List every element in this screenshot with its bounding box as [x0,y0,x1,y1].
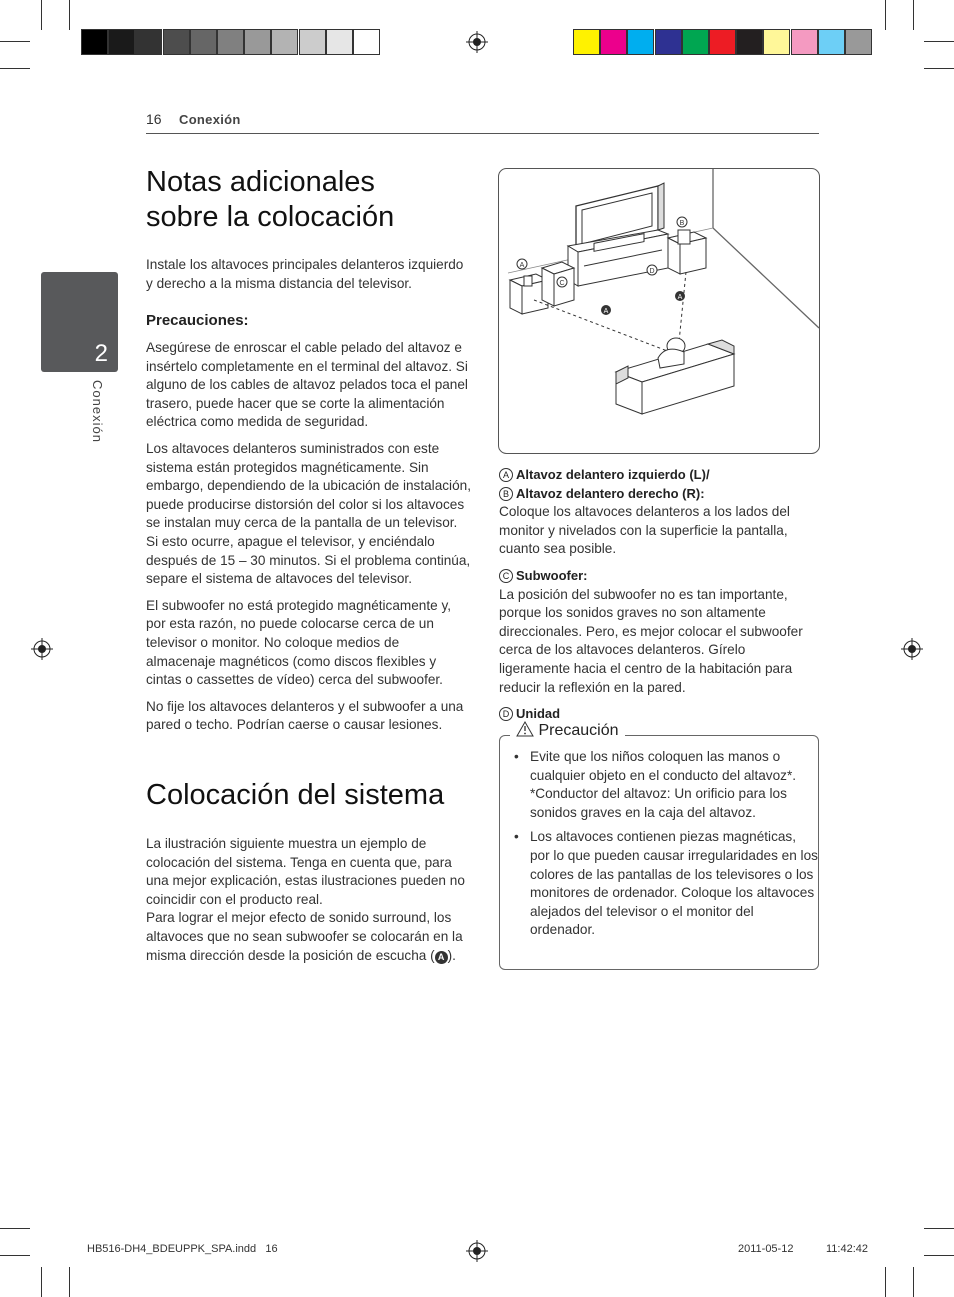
warning-icon [516,721,534,737]
marker-d-icon: D [499,707,513,721]
label-a-right: A [677,294,683,301]
section-name: Conexión [179,112,241,127]
section1-intro: Instale los altavoces principales delanteros izquierdo y derecho a la misma distancia del televisor. [146,257,464,291]
header-rule [146,133,819,134]
paragraph: Los altavoces delanteros suministrados con este sistema están protegidos magnéticamente. Sin embargo, dependiendo de la ubicación de instalación, puede producirse distorsión del color si los altavoces se instalan muy cerca de la pantalla de un televisor. Si esto ocurre, apague el televisor, y enciéndalo después de 15 – 30 minutos. Si el problema continúa, separe el sistema de altavoces del televisor. [146,440,471,587]
chapter-number: 2 [94,340,108,367]
chapter-tab [41,272,118,372]
crop-mark [69,1267,70,1297]
color-swatch [682,29,709,55]
crop-mark [924,41,954,42]
legend-a-label: Altavoz delantero izquierdo (L)/ [516,467,710,482]
speaker-placement-diagram [498,168,820,454]
diagram-legend [499,466,819,724]
crop-mark [913,1267,914,1297]
crop-mark [885,0,886,30]
footer-date: 2011-05-12 [738,1243,794,1255]
crop-mark [924,1255,954,1256]
crop-mark [913,0,914,30]
paragraph-text: Para lograr el mejor efecto de sonido surround, los altavoces que no sean subwoofer se colocarán en la misma dirección desde la posición de escucha ( [146,910,463,963]
paragraph: La ilustración siguiente muestra un ejemplo de colocación del sistema. Tenga en cuenta que, para una mejor explicación, estas ilustraciones pueden no coincidir con el producto real. [146,836,465,907]
crop-mark [924,68,954,69]
caution-item-text: • Evite que los niños coloquen las manos o cualquier objeto en el conducto del altavoz*. [530,749,797,783]
color-swatch [627,29,654,55]
precautions-heading: Precauciones: [146,312,249,329]
marker-a-icon: A [435,951,448,964]
precautions-body [146,339,471,743]
crop-mark [41,1267,42,1297]
color-swatch [600,29,627,55]
crop-mark [41,0,42,30]
color-swatch [736,29,763,55]
crop-mark [0,68,30,69]
label-a-left: A [603,308,609,315]
crop-mark [69,0,70,30]
color-swatch [573,29,600,55]
gray-swatch [81,29,108,55]
gray-swatch [108,29,135,55]
color-swatch [709,29,736,55]
title-line-1: Notas adicionales [146,166,375,198]
gray-swatch [353,29,380,55]
section2-title: Colocación del sistema [146,779,445,811]
marker-b-icon: B [499,487,513,501]
paragraph: Asegúrese de enroscar el cable pelado del altavoz e insértelo completamente en el terminal del altavoz. Si alguno de los cables de altavoz pelados toca el panel trasero, puede hacer que se corte la alimentación eléctrica como medida de seguridad. [146,340,468,430]
caution-item-note: *Conductor del altavoz: Un orificio para los sonidos graves en la caja del altavoz. [530,786,787,820]
gray-swatch [135,29,162,55]
paragraph-end: ). [447,947,456,963]
legend-c-text: La posición del subwoofer no es tan importante, porque los sonidos graves no son altamente direccionales. Pero, es mejor colocar el subwoofer cerca de los altavoces delanteros. Gírelo ligeramente hacia el centro de la habitación para reducir la reflexión en la pared. [499,586,803,695]
crop-mark [0,41,30,42]
legend-ab-text: Coloque los altavoces delanteros a los lados del monitor y nivelados con la superficie la pantalla, cuanto sea posible. [499,504,790,557]
crop-mark [0,1255,30,1256]
gray-swatch [244,29,271,55]
legend-b-label: Altavoz delantero derecho (R): [516,485,705,501]
gray-swatch [190,29,217,55]
legend-c-label: Subwoofer: [516,567,588,583]
section2-body [146,835,471,965]
legend-b [499,485,819,504]
footer-file: HB516-DH4_BDEUPPK_SPA.indd 16 [87,1243,278,1255]
chapter-label: Conexión [90,380,105,443]
label-c: C [559,280,565,287]
legend-c [499,567,819,586]
marker-a-icon: A [499,468,513,482]
label-d: D [649,268,655,275]
gray-swatch [271,29,298,55]
registration-mark-icon [901,638,923,660]
section1-title [146,165,476,235]
caution-box [499,735,819,970]
color-swatch [845,29,872,55]
crop-mark [924,1228,954,1229]
color-swatch [791,29,818,55]
gray-swatch [163,29,190,55]
footer-time: 11:42:42 [826,1243,869,1255]
paragraph: No fije los altavoces delanteros y el subwoofer a una pared o techo. Podrían caerse o causar lesiones. [146,698,464,733]
caution-item: • Los altavoces contienen piezas magnéticas, por lo que pueden causar irregularidades en los colores de las pantallas de los televisores o los monitores de ordenador. Coloque los altavoces alejados del televisor o el monitor del ordenador. [500,828,818,940]
registration-mark-icon [466,1240,488,1262]
title-line-2: sobre la colocación [146,201,395,233]
label-a: A [519,262,525,269]
registration-mark-icon [466,31,488,53]
registration-mark-icon [31,638,53,660]
crop-mark [0,1228,30,1229]
gray-swatch [299,29,326,55]
crop-mark [885,1267,886,1297]
gray-swatch [326,29,353,55]
paragraph: El subwoofer no está protegido magnéticamente y, por esta razón, no puede colocarse cerca de un televisor o monitor. No coloque medios de almacenaje magnéticos (como discos flexibles y cintas o cassettes de vídeo) cerca del subwoofer. [146,597,452,688]
legend-a [499,466,819,485]
caution-title-text: Precaución [538,722,619,739]
paragraph [146,909,471,965]
marker-c-icon: C [499,569,513,583]
caution-item [500,748,818,822]
legend-d-label: Unidad [516,706,561,722]
gray-swatch [217,29,244,55]
color-swatch [818,29,845,55]
color-swatch [655,29,682,55]
label-b: B [679,220,685,227]
page-number: 16 [146,111,162,127]
color-swatch [763,29,790,55]
caution-title [510,721,625,740]
